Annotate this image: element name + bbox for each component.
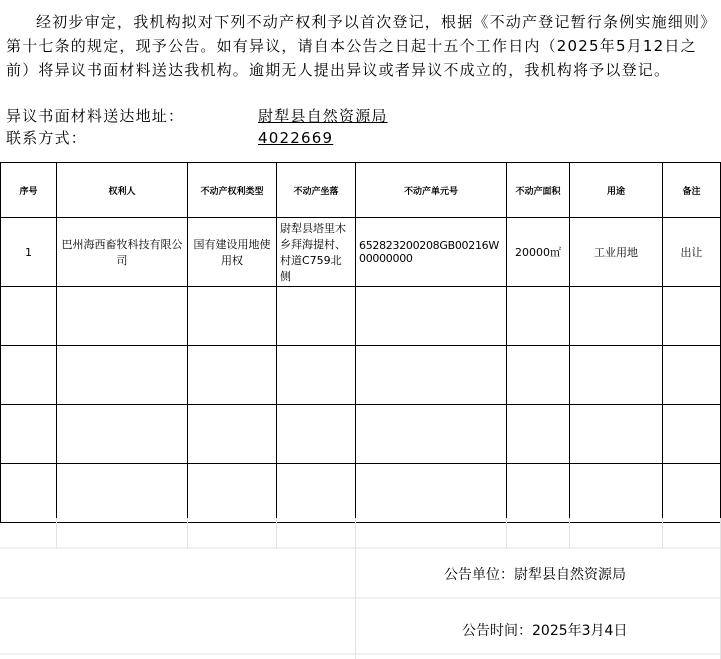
address-label: 异议书面材料送达地址：	[6, 107, 185, 125]
contact-value: 4022669	[258, 129, 334, 147]
table-row-empty	[1, 287, 721, 346]
table-header-row	[1, 163, 721, 218]
cell-index: 1	[1, 218, 57, 287]
notice-date: 公告时间：2025年3月4日	[462, 623, 628, 639]
header-right-type: 不动产权利类型	[188, 163, 277, 218]
cell-area: 20000㎡	[507, 218, 570, 287]
address-row	[6, 106, 388, 126]
cell-usage: 工业用地	[570, 218, 663, 287]
contact-row	[6, 128, 334, 148]
notice-intro	[6, 10, 718, 82]
cell-note: 出让	[663, 218, 721, 287]
header-unit-no: 不动产单元号	[356, 163, 507, 218]
address-value: 尉犁县自然资源局	[258, 107, 388, 125]
cell-right-type: 国有建设用地使用权	[188, 218, 277, 287]
notice-issuer: 公告单位：尉犁县自然资源局	[444, 567, 626, 583]
header-note: 备注	[663, 163, 721, 218]
header-usage: 用途	[570, 163, 663, 218]
header-owner: 权利人	[57, 163, 188, 218]
header-location: 不动产坐落	[277, 163, 356, 218]
table-row-empty	[1, 405, 721, 464]
header-area: 不动产面积	[507, 163, 570, 218]
table-row-empty	[1, 464, 721, 523]
header-index: 序号	[1, 163, 57, 218]
notice-intro-text: 经初步审定，我机构拟对下列不动产权利予以首次登记，根据《不动产登记暂行条例实施细则》第十七条的规定，现予公告。如有异议，请自本公告之日起十五个工作日内（2025年5月12日之前）将异议书面材料送达我机构。逾期无人提出异议或者异议不成立的，我机构将予以登记。	[6, 13, 717, 79]
table-row	[1, 218, 721, 287]
cell-unit-no: 652823200208GB00216W00000000	[356, 218, 507, 287]
cell-owner: 巴州海西畜牧科技有限公司	[57, 218, 188, 287]
contact-label: 联系方式：	[6, 129, 88, 147]
table-row-empty	[1, 346, 721, 405]
cell-location: 尉犁县塔里木乡拜海提村、村道C759北侧	[277, 218, 356, 287]
registration-table	[0, 162, 721, 523]
